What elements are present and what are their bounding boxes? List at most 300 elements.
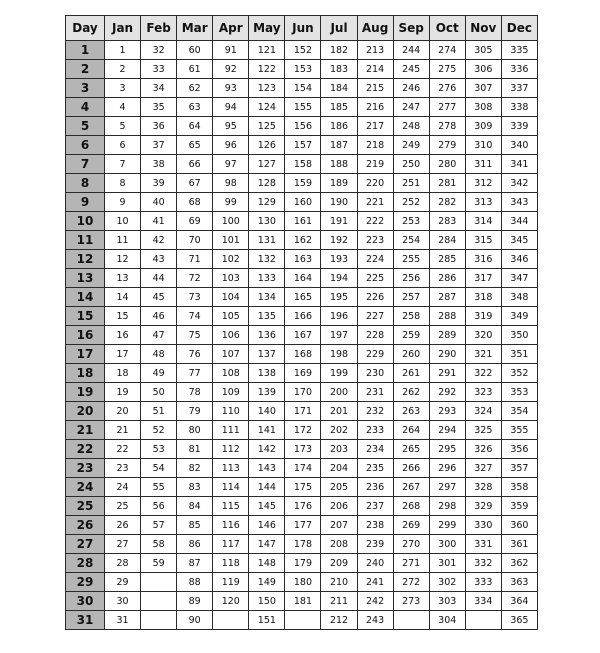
julian-day-cell: 36 [141,117,177,136]
julian-day-cell: 336 [501,60,537,79]
julian-date-table [65,15,538,630]
julian-day-cell: 212 [321,611,357,630]
julian-day-cell [141,611,177,630]
table-row [66,231,538,250]
julian-day-cell: 253 [393,212,429,231]
julian-day-cell: 90 [177,611,213,630]
julian-day-cell: 200 [321,383,357,402]
julian-day-cell: 179 [285,554,321,573]
julian-day-cell: 121 [249,41,285,60]
julian-day-cell: 284 [429,231,465,250]
julian-day-cell: 282 [429,193,465,212]
julian-day-cell: 84 [177,497,213,516]
julian-day-cell: 173 [285,440,321,459]
julian-day-cell: 19 [105,383,141,402]
row-day-label: 13 [66,269,105,288]
julian-day-cell: 76 [177,345,213,364]
julian-day-cell: 264 [393,421,429,440]
julian-day-cell: 178 [285,535,321,554]
julian-day-cell: 119 [213,573,249,592]
julian-day-cell: 205 [321,478,357,497]
julian-day-cell: 61 [177,60,213,79]
table-row [66,60,538,79]
julian-day-cell: 290 [429,345,465,364]
julian-day-cell: 33 [141,60,177,79]
julian-day-cell: 116 [213,516,249,535]
column-header-month: Sep [393,16,429,41]
julian-day-cell: 285 [429,250,465,269]
julian-day-cell: 102 [213,250,249,269]
julian-day-cell: 272 [393,573,429,592]
julian-day-cell: 137 [249,345,285,364]
julian-day-cell: 53 [141,440,177,459]
row-day-label: 30 [66,592,105,611]
julian-day-cell: 358 [501,478,537,497]
row-day-label: 24 [66,478,105,497]
julian-day-cell: 99 [213,193,249,212]
julian-day-cell: 329 [465,497,501,516]
julian-day-cell: 251 [393,174,429,193]
row-day-label: 8 [66,174,105,193]
julian-day-cell: 32 [141,41,177,60]
julian-day-cell: 297 [429,478,465,497]
table-row [66,497,538,516]
row-day-label: 22 [66,440,105,459]
julian-day-cell: 242 [357,592,393,611]
julian-day-cell: 320 [465,326,501,345]
julian-day-cell: 316 [465,250,501,269]
julian-day-cell: 268 [393,497,429,516]
row-day-label: 15 [66,307,105,326]
julian-day-cell: 44 [141,269,177,288]
julian-day-cell: 146 [249,516,285,535]
julian-day-cell: 343 [501,193,537,212]
julian-day-cell: 283 [429,212,465,231]
julian-day-cell: 12 [105,250,141,269]
julian-day-cell: 159 [285,174,321,193]
julian-day-cell: 265 [393,440,429,459]
julian-day-cell: 161 [285,212,321,231]
julian-day-cell: 9 [105,193,141,212]
julian-day-cell: 218 [357,136,393,155]
julian-day-cell: 163 [285,250,321,269]
julian-day-cell: 230 [357,364,393,383]
julian-day-cell: 103 [213,269,249,288]
row-day-label: 19 [66,383,105,402]
julian-day-cell: 58 [141,535,177,554]
row-day-label: 21 [66,421,105,440]
julian-day-cell: 135 [249,307,285,326]
julian-day-cell: 339 [501,117,537,136]
julian-day-cell: 14 [105,288,141,307]
julian-day-cell: 170 [285,383,321,402]
column-header-month: Aug [357,16,393,41]
julian-day-cell: 255 [393,250,429,269]
julian-day-cell: 174 [285,459,321,478]
row-day-label: 12 [66,250,105,269]
table-row [66,459,538,478]
julian-day-cell: 238 [357,516,393,535]
julian-day-cell: 15 [105,307,141,326]
julian-day-cell: 222 [357,212,393,231]
julian-day-cell: 337 [501,79,537,98]
column-header-month: Jan [105,16,141,41]
julian-day-cell: 228 [357,326,393,345]
julian-day-cell: 34 [141,79,177,98]
julian-day-cell: 203 [321,440,357,459]
column-header-month: Jun [285,16,321,41]
julian-day-cell: 295 [429,440,465,459]
table-row [66,402,538,421]
julian-day-cell: 192 [321,231,357,250]
julian-day-cell: 11 [105,231,141,250]
julian-day-cell: 120 [213,592,249,611]
column-header-month: Jul [321,16,357,41]
julian-day-cell: 101 [213,231,249,250]
table-row [66,478,538,497]
julian-day-cell: 1 [105,41,141,60]
julian-day-cell: 7 [105,155,141,174]
julian-day-cell: 56 [141,497,177,516]
julian-day-cell: 129 [249,193,285,212]
julian-day-cell: 216 [357,98,393,117]
julian-day-cell: 202 [321,421,357,440]
julian-day-cell: 130 [249,212,285,231]
julian-day-cell: 340 [501,136,537,155]
julian-day-cell: 240 [357,554,393,573]
julian-day-cell: 342 [501,174,537,193]
julian-day-cell: 81 [177,440,213,459]
julian-day-cell: 323 [465,383,501,402]
julian-day-cell: 249 [393,136,429,155]
julian-day-cell: 184 [321,79,357,98]
julian-day-cell: 5 [105,117,141,136]
julian-day-cell: 148 [249,554,285,573]
julian-day-cell: 315 [465,231,501,250]
julian-day-cell: 289 [429,326,465,345]
table-row [66,250,538,269]
julian-day-cell: 248 [393,117,429,136]
julian-day-cell: 31 [105,611,141,630]
julian-day-cell: 302 [429,573,465,592]
julian-day-cell: 142 [249,440,285,459]
row-day-label: 23 [66,459,105,478]
julian-day-cell: 138 [249,364,285,383]
julian-day-cell: 352 [501,364,537,383]
julian-day-cell: 180 [285,573,321,592]
julian-day-cell: 335 [501,41,537,60]
table-row [66,592,538,611]
julian-day-cell: 97 [213,155,249,174]
julian-day-cell: 233 [357,421,393,440]
julian-day-cell: 189 [321,174,357,193]
julian-day-cell: 38 [141,155,177,174]
column-header-month: Oct [429,16,465,41]
julian-day-cell: 231 [357,383,393,402]
julian-day-cell: 354 [501,402,537,421]
julian-day-cell: 26 [105,516,141,535]
julian-day-cell: 224 [357,250,393,269]
julian-day-cell [393,611,429,630]
julian-day-cell: 312 [465,174,501,193]
julian-day-cell: 55 [141,478,177,497]
julian-day-cell: 314 [465,212,501,231]
row-day-label: 14 [66,288,105,307]
julian-day-cell: 172 [285,421,321,440]
julian-day-cell: 126 [249,136,285,155]
table-row [66,421,538,440]
table-row [66,573,538,592]
julian-day-cell: 217 [357,117,393,136]
julian-day-cell: 349 [501,307,537,326]
julian-day-cell: 78 [177,383,213,402]
julian-day-cell: 62 [177,79,213,98]
julian-day-cell: 139 [249,383,285,402]
julian-day-cell: 153 [285,60,321,79]
julian-day-cell: 250 [393,155,429,174]
julian-day-cell: 237 [357,497,393,516]
row-day-label: 26 [66,516,105,535]
julian-day-cell: 164 [285,269,321,288]
julian-day-cell: 128 [249,174,285,193]
julian-day-cell: 273 [393,592,429,611]
julian-day-cell: 109 [213,383,249,402]
julian-day-cell: 175 [285,478,321,497]
row-day-label: 18 [66,364,105,383]
julian-day-cell: 23 [105,459,141,478]
julian-day-cell: 353 [501,383,537,402]
julian-day-cell: 299 [429,516,465,535]
julian-day-cell: 87 [177,554,213,573]
julian-day-cell: 210 [321,573,357,592]
row-day-label: 28 [66,554,105,573]
table-row [66,193,538,212]
julian-day-cell: 71 [177,250,213,269]
julian-day-cell: 307 [465,79,501,98]
julian-day-cell: 124 [249,98,285,117]
julian-day-cell: 347 [501,269,537,288]
julian-day-cell: 92 [213,60,249,79]
julian-day-cell: 118 [213,554,249,573]
julian-day-cell: 194 [321,269,357,288]
julian-day-cell: 286 [429,269,465,288]
column-header-month: Feb [141,16,177,41]
julian-day-cell: 363 [501,573,537,592]
julian-day-cell: 157 [285,136,321,155]
julian-day-cell: 188 [321,155,357,174]
table-header [66,16,538,41]
julian-day-cell: 279 [429,136,465,155]
julian-day-cell: 108 [213,364,249,383]
header-row [66,16,538,41]
julian-day-cell: 311 [465,155,501,174]
julian-day-cell: 150 [249,592,285,611]
julian-day-cell: 246 [393,79,429,98]
julian-day-cell: 208 [321,535,357,554]
row-day-label: 27 [66,535,105,554]
julian-day-cell: 276 [429,79,465,98]
julian-day-cell: 220 [357,174,393,193]
julian-day-cell: 219 [357,155,393,174]
julian-day-cell: 258 [393,307,429,326]
julian-day-cell: 257 [393,288,429,307]
julian-day-cell: 185 [321,98,357,117]
julian-day-cell: 275 [429,60,465,79]
julian-day-cell: 306 [465,60,501,79]
julian-day-cell: 287 [429,288,465,307]
julian-day-cell: 313 [465,193,501,212]
row-day-label: 31 [66,611,105,630]
table-row [66,174,538,193]
julian-day-cell: 243 [357,611,393,630]
julian-day-cell: 211 [321,592,357,611]
julian-day-cell: 155 [285,98,321,117]
row-day-label: 16 [66,326,105,345]
julian-day-cell: 22 [105,440,141,459]
julian-day-cell: 85 [177,516,213,535]
julian-day-cell: 152 [285,41,321,60]
julian-day-cell: 271 [393,554,429,573]
julian-day-cell: 60 [177,41,213,60]
julian-day-cell: 105 [213,307,249,326]
julian-day-cell: 147 [249,535,285,554]
row-day-label: 25 [66,497,105,516]
julian-day-cell: 82 [177,459,213,478]
row-day-label: 9 [66,193,105,212]
julian-day-cell: 86 [177,535,213,554]
julian-day-cell: 54 [141,459,177,478]
julian-day-cell: 104 [213,288,249,307]
row-day-label: 3 [66,79,105,98]
julian-day-cell: 318 [465,288,501,307]
table-row [66,288,538,307]
julian-day-cell: 77 [177,364,213,383]
julian-day-cell: 317 [465,269,501,288]
julian-day-cell: 241 [357,573,393,592]
julian-day-cell: 187 [321,136,357,155]
julian-day-cell: 267 [393,478,429,497]
julian-day-cell: 333 [465,573,501,592]
julian-day-cell: 361 [501,535,537,554]
julian-day-cell: 245 [393,60,429,79]
table-row [66,117,538,136]
julian-day-cell [285,611,321,630]
column-header-month: May [249,16,285,41]
julian-day-cell: 127 [249,155,285,174]
julian-day-cell: 348 [501,288,537,307]
julian-day-cell: 266 [393,459,429,478]
julian-day-cell: 186 [321,117,357,136]
julian-day-cell: 75 [177,326,213,345]
julian-day-cell: 338 [501,98,537,117]
julian-day-cell: 167 [285,326,321,345]
julian-day-cell: 45 [141,288,177,307]
row-day-label: 10 [66,212,105,231]
julian-day-cell: 28 [105,554,141,573]
julian-day-cell: 206 [321,497,357,516]
julian-day-cell: 69 [177,212,213,231]
julian-day-cell: 301 [429,554,465,573]
julian-day-cell: 300 [429,535,465,554]
julian-day-cell: 261 [393,364,429,383]
julian-day-cell: 325 [465,421,501,440]
julian-day-cell: 182 [321,41,357,60]
julian-day-cell: 29 [105,573,141,592]
table-row [66,554,538,573]
julian-day-cell: 288 [429,307,465,326]
julian-day-cell: 20 [105,402,141,421]
table-row [66,136,538,155]
julian-day-cell: 24 [105,478,141,497]
julian-day-cell: 37 [141,136,177,155]
julian-day-cell: 193 [321,250,357,269]
julian-day-cell: 66 [177,155,213,174]
julian-day-cell: 195 [321,288,357,307]
julian-day-cell: 215 [357,79,393,98]
row-day-label: 4 [66,98,105,117]
julian-day-cell: 303 [429,592,465,611]
julian-day-cell: 229 [357,345,393,364]
julian-day-cell: 183 [321,60,357,79]
row-day-label: 5 [66,117,105,136]
julian-day-cell [213,611,249,630]
julian-day-cell: 235 [357,459,393,478]
table-row [66,535,538,554]
julian-day-cell: 96 [213,136,249,155]
julian-day-cell: 280 [429,155,465,174]
julian-day-cell: 2 [105,60,141,79]
julian-day-cell: 95 [213,117,249,136]
row-day-label: 1 [66,41,105,60]
julian-day-cell: 252 [393,193,429,212]
julian-day-cell: 360 [501,516,537,535]
julian-day-cell [141,592,177,611]
row-day-label: 7 [66,155,105,174]
table-row [66,516,538,535]
julian-day-cell: 321 [465,345,501,364]
table-row [66,611,538,630]
julian-day-cell: 169 [285,364,321,383]
julian-day-cell: 106 [213,326,249,345]
julian-day-cell: 294 [429,421,465,440]
julian-day-cell: 79 [177,402,213,421]
julian-day-cell: 227 [357,307,393,326]
julian-day-cell: 166 [285,307,321,326]
julian-day-cell: 3 [105,79,141,98]
julian-day-cell: 141 [249,421,285,440]
row-day-label: 2 [66,60,105,79]
julian-day-cell: 30 [105,592,141,611]
julian-day-cell: 214 [357,60,393,79]
julian-day-cell: 6 [105,136,141,155]
julian-day-cell: 73 [177,288,213,307]
julian-day-cell: 13 [105,269,141,288]
table-row [66,307,538,326]
julian-day-cell: 221 [357,193,393,212]
julian-day-cell: 8 [105,174,141,193]
julian-day-cell: 42 [141,231,177,250]
julian-day-cell: 125 [249,117,285,136]
julian-day-cell: 304 [429,611,465,630]
julian-day-cell: 319 [465,307,501,326]
julian-day-cell: 35 [141,98,177,117]
julian-day-cell: 262 [393,383,429,402]
julian-day-cell: 113 [213,459,249,478]
julian-day-cell: 63 [177,98,213,117]
julian-day-cell: 110 [213,402,249,421]
julian-day-cell: 156 [285,117,321,136]
julian-day-cell: 123 [249,79,285,98]
